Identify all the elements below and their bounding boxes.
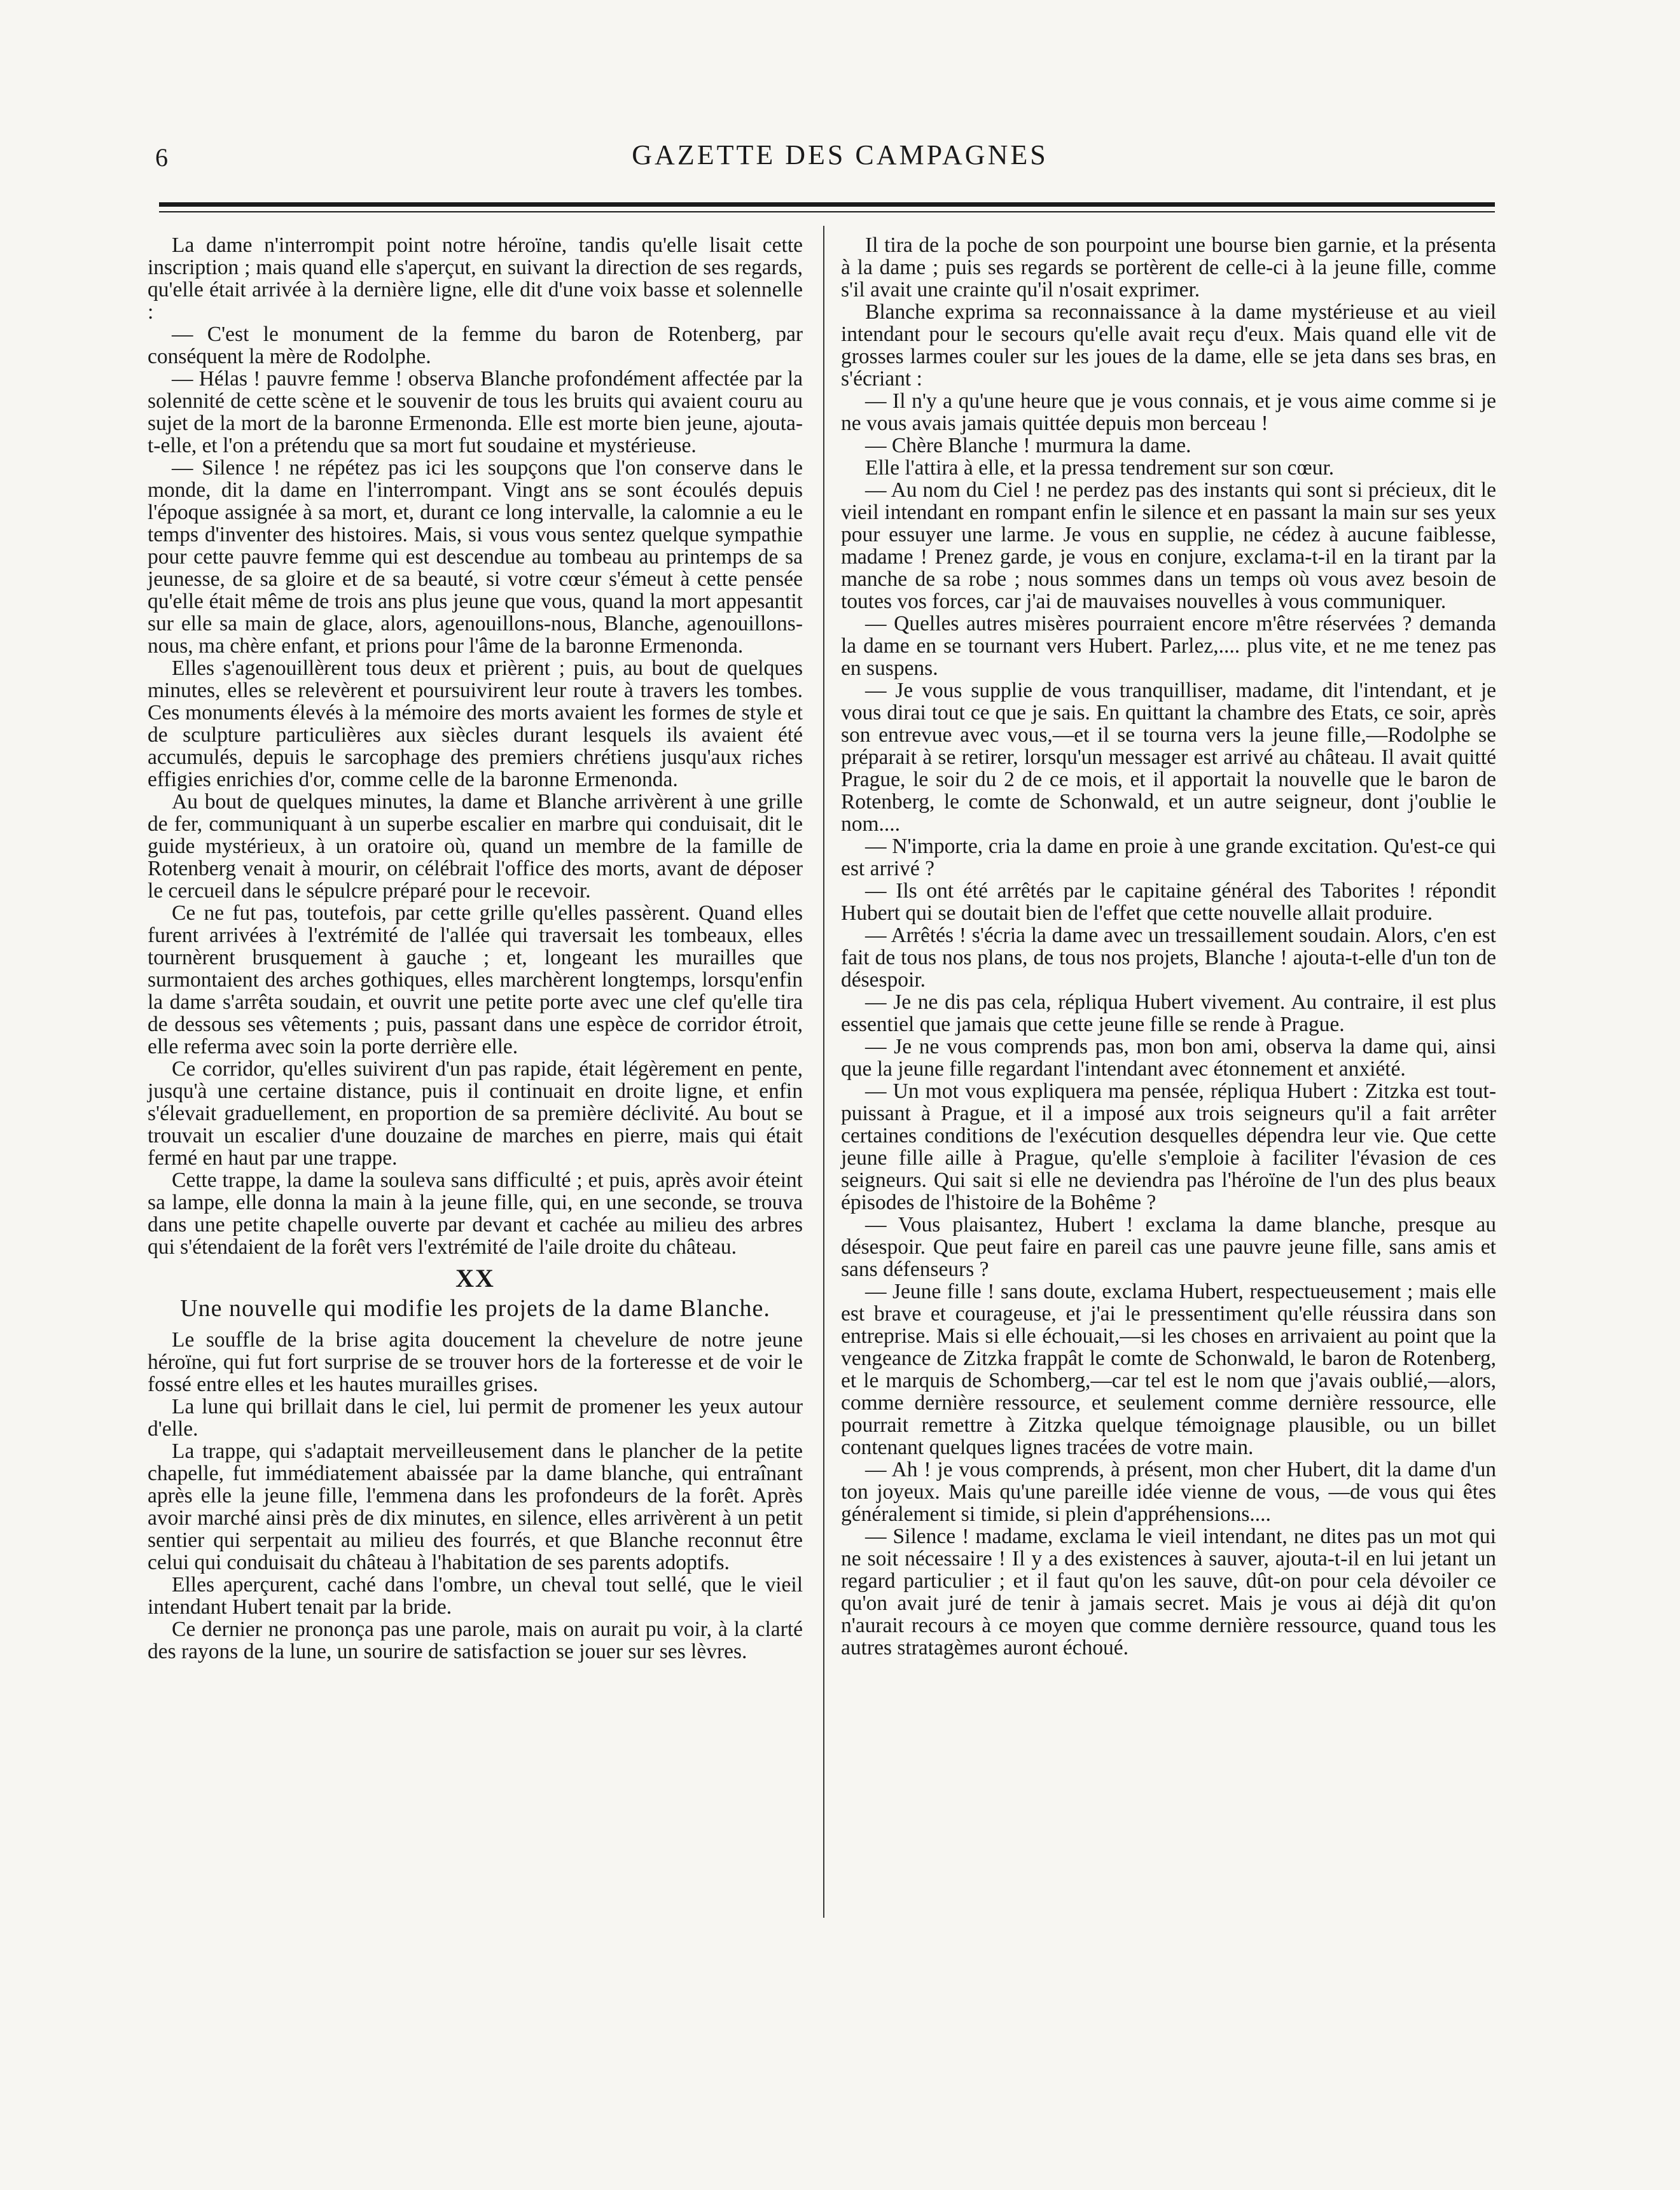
paragraph: Elles aperçurent, caché dans l'ombre, un cheval tout sellé, que le vieil intendant Hubert tenait par la bride.	[148, 1573, 803, 1619]
paragraph: — Hélas ! pauvre femme ! observa Blanche profondément affectée par la solennité de cette scène et le souvenir de tous les bruits qui avaient couru au sujet de la mort de la baronne Ermenonda. Elle est morte bien jeune, ajouta-t-elle, et l'on a prétendu que sa mort fut soudaine et mystérieuse.	[148, 367, 803, 457]
left-column	[148, 234, 803, 1663]
paragraph: — Au nom du Ciel ! ne perdez pas des instants qui sont si précieux, dit le vieil intendant en rompant enfin le silence et en passant la main sur ses yeux pour essuyer une larme. Je vous en supplie, ne cédez à aucune faiblesse, madame ! Prenez garde, je vous en conjure, exclama-t-il en la tirant par la manche de sa robe ; nous sommes dans un temps où vous avez besoin de toutes vos forces, car j'ai de mauvaises nouvelles à vous communiquer.	[841, 478, 1496, 613]
paragraph: — Quelles autres misères pourraient encore m'être réservées ? demanda la dame en se tournant vers Hubert. Parlez,.... plus vite, et ne me tenez pas en suspens.	[841, 612, 1496, 680]
paragraph: — Arrêtés ! s'écria la dame avec un tressaillement soudain. Alors, c'en est fait de tous nos plans, de tous nos projets, Blanche ! ajouta-t-elle d'un ton de désespoir.	[841, 924, 1496, 992]
paragraph: — Il n'y a qu'une heure que je vous connais, et je vous aime comme si je ne vous avais jamais quittée depuis mon berceau !	[841, 389, 1496, 435]
paragraph: Blanche exprima sa reconnaissance à la dame mystérieuse et au vieil intendant pour le secours qu'elle avait reçu d'eux. Mais quand elle vit de grosses larmes couler sur les joues de la dame, elle se jeta dans ses bras, en s'écriant :	[841, 300, 1496, 391]
left-paragraphs-before	[148, 234, 803, 1258]
paragraph: — Un mot vous expliquera ma pensée, répliqua Hubert : Zitzka est tout-puissant à Prague, et il a imposé aux trois seigneurs qu'il a fait arrêter certaines conditions de l'exécution desquelles dépendra leur vie. Que cette jeune fille aille à Prague, qu'elle s'emploie à faciliter l'évasion de ces seigneurs. Qui sait si elle ne deviendra pas l'héroïne de l'un des plus beaux épisodes de l'histoire de la Bohême ?	[841, 1079, 1496, 1214]
chapter-number: XX	[455, 1264, 495, 1293]
paragraph: — Je ne dis pas cela, répliqua Hubert vivement. Au contraire, il est plus essentiel que jamais que cette jeune fille se rende à Prague.	[841, 990, 1496, 1036]
paragraph: Le souffle de la brise agita doucement la chevelure de notre jeune héroïne, qui fut fort surprise de se trouver hors de la forteresse et de voir le fossé entre elles et les hautes murailles grises.	[148, 1328, 803, 1396]
header-rule-thin	[159, 211, 1495, 212]
paragraph: — Silence ! madame, exclama le vieil intendant, ne dites pas un mot qui ne soit nécessaire ! Il y a des existences à sauver, ajouta-t-il en lui jetant un regard particulier ; et il faut qu'on les sauve, dût-on pour cela dévoiler ce qu'on avait juré de tenir à jamais secret. Mais je vous ai déjà dit qu'on n'aurait recours à ce moyen que comme dernière ressource, quand tous les autres stratagèmes auront échoué.	[841, 1525, 1496, 1660]
paragraph: Au bout de quelques minutes, la dame et Blanche arrivèrent à une grille de fer, communiquant à un superbe escalier en marbre qui conduisait, dit le guide mystérieux, à un oratoire où, quand un membre de la famille de Rotenberg venait à mourir, on célébrait l'office des morts, avant de déposer le cercueil dans le sépulcre préparé pour le recevoir.	[148, 790, 803, 903]
paragraph: Il tira de la poche de son pourpoint une bourse bien garnie, et la présenta à la dame ; puis ses regards se portèrent de celle-ci à la jeune fille, comme s'il avait une crainte qu'il n'osait exprimer.	[841, 233, 1496, 301]
running-title: GAZETTE DES CAMPAGNES	[632, 139, 1048, 170]
page-number: 6	[155, 143, 168, 172]
right-column	[841, 234, 1496, 1659]
paragraph: — Silence ! ne répétez pas ici les soupçons que l'on conserve dans le monde, dit la dame en l'interrompant. Vingt ans se sont écoulés depuis l'époque assignée à sa mort, et, durant ce long intervalle, la calomnie a eu le temps d'inventer des histoires. Mais, si vous vous sentez quelque sympathie pour cette pauvre femme qui est descendue au tombeau au printemps de sa jeunesse, de sa gloire et de sa beauté, si votre cœur s'émeut à cette pensée qu'elle était même de trois ans plus jeune que vous, quand la mort appesantit sur elle sa main de glace, alors, agenouillons-nous, Blanche, agenouillons-nous, ma chère enfant, et prions pour l'âme de la baronne Ermenonda.	[148, 456, 803, 658]
paragraph: — Je ne vous comprends pas, mon bon ami, observa la dame qui, ainsi que la jeune fille regardant l'intendant avec étonnement et anxiété.	[841, 1035, 1496, 1081]
paragraph: Cette trappe, la dame la souleva sans difficulté ; et puis, après avoir éteint sa lampe, elle donna la main à la jeune fille, qui, en une seconde, se trouva dans une petite chapelle ouverte par devant et cachée au milieu des arbres qui s'étendaient de la forêt vers l'extrémité de l'aile droite du château.	[148, 1168, 803, 1259]
chapter-title: Une nouvelle qui modifie les projets de la dame Blanche.	[180, 1295, 770, 1322]
paragraph: La trappe, qui s'adaptait merveilleusement dans le plancher de la petite chapelle, fut immédiatement abaissée par la dame blanche, qui entraînant après elle la jeune fille, l'emmena dans les profondeurs de la forêt. Après avoir marché ainsi près de dix minutes, en silence, elles arrivèrent à un petit sentier qui serpentait au milieu des fourrés, et que Blanche reconnut être celui qui conduisait du château à l'habitation de ses parents adoptifs.	[148, 1439, 803, 1574]
paragraph: — Je vous supplie de vous tranquilliser, madame, dit l'intendant, et je vous dirai tout ce que je sais. En quittant la chambre des Etats, ce soir, après son entrevue avec vous,—et il se tourna vers la jeune fille,—Rodolphe se préparait à se retirer, lorsqu'un messager est arrivé au château. Il avait quitté Prague, le soir du 2 de ce mois, et il apportait la nouvelle que le baron de Rotenberg, le comte de Schonwald, et un autre seigneur, dont j'oublie le nom....	[841, 679, 1496, 836]
paragraph: — Chère Blanche ! murmura la dame.	[865, 434, 1191, 457]
paragraph: — Ils ont été arrêtés par le capitaine général des Taborites ! répondit Hubert qui se doutait bien de l'effet que cette nouvelle allait produire.	[841, 879, 1496, 925]
paragraph: Elle l'attira à elle, et la pressa tendrement sur son cœur.	[865, 456, 1335, 480]
paragraph: Ce ne fut pas, toutefois, par cette grille qu'elles passèrent. Quand elles furent arrivées à l'extrémité de l'allée qui traversait les tombeaux, elles tournèrent brusquement à gauche ; et, longeant les murailles que surmontaient des arches gothiques, elles marchèrent longtemps, lorsqu'enfin la dame s'arrêta soudain, et ouvrit une petite porte avec une clef qu'elle tira de dessous ses vêtements ; puis, passant dans une espèce de corridor étroit, elle referma avec soin la porte derrière elle.	[148, 901, 803, 1058]
paragraph: — Ah ! je vous comprends, à présent, mon cher Hubert, dit la dame d'un ton joyeux. Mais qu'une pareille idée vienne de vous, —de vous qui êtes généralement si timide, si plein d'appréhensions....	[841, 1458, 1496, 1526]
header-rule-thick	[159, 202, 1495, 207]
paragraph: — C'est le monument de la femme du baron de Rotenberg, par conséquent la mère de Rodolphe.	[148, 322, 803, 368]
paragraph: Ce dernier ne prononça pas une parole, mais on aurait pu voir, à la clarté des rayons de la lune, un sourire de satisfaction se jouer sur ses lèvres.	[148, 1618, 803, 1663]
paragraph: Elles s'agenouillèrent tous deux et prièrent ; puis, au bout de quelques minutes, elles se relevèrent et poursuivirent leur route à travers les tombes. Ces monuments élevés à la mémoire des morts avaient les formes de style et de sculpture particulières aux siècles durant lesquels ils avaient été accumulés, depuis le sarcophage des premiers chrétiens jusqu'aux riches effigies enrichies d'or, comme celle de la baronne Ermenonda.	[148, 656, 803, 791]
paragraph: — Vous plaisantez, Hubert ! exclama la dame blanche, presque au désespoir. Que peut faire en pareil cas une pauvre jeune fille, sans amis et sans défenseurs ?	[841, 1213, 1496, 1281]
paragraph: La lune qui brillait dans le ciel, lui permit de promener les yeux autour d'elle.	[148, 1395, 803, 1441]
paragraph: — Jeune fille ! sans doute, exclama Hubert, respectueusement ; mais elle est brave et courageuse, et j'ai le pressentiment qu'elle réussira dans son entreprise. Mais si elle échouait,—si les choses en arrivaient au point que la vengeance de Zitzka frappât le comte de Schonwald, le baron de Rotenberg, et le marquis de Schomberg,—car tel est le nom que j'avais oublié,—alors, comme dernière ressource, et seulement comme dernière ressource, elle pourrait remettre à Zitzka quelque témoignage plausible, ou un billet contenant quelques lignes tracées de votre main.	[841, 1280, 1496, 1459]
left-paragraphs-after	[148, 1329, 803, 1663]
paragraph: La dame n'interrompit point notre héroïne, tandis qu'elle lisait cette inscription ; mais quand elle s'aperçut, en suivant la direction de ses regards, qu'elle était arrivée à la dernière ligne, elle dit d'une voix basse et solennelle :	[148, 233, 803, 324]
column-divider	[823, 226, 824, 1918]
paragraph: Ce corridor, qu'elles suivirent d'un pas rapide, était légèrement en pente, jusqu'à une certaine distance, puis il continuait en droite ligne, et enfin s'élevait graduellement, en proportion de sa première déclivité. Au bout se trouvait un escalier d'une douzaine de marches en pierre, mais qui était fermé en haut par une trappe.	[148, 1057, 803, 1170]
paragraph: — N'importe, cria la dame en proie à une grande excitation. Qu'est-ce qui est arrivé ?	[841, 835, 1496, 880]
